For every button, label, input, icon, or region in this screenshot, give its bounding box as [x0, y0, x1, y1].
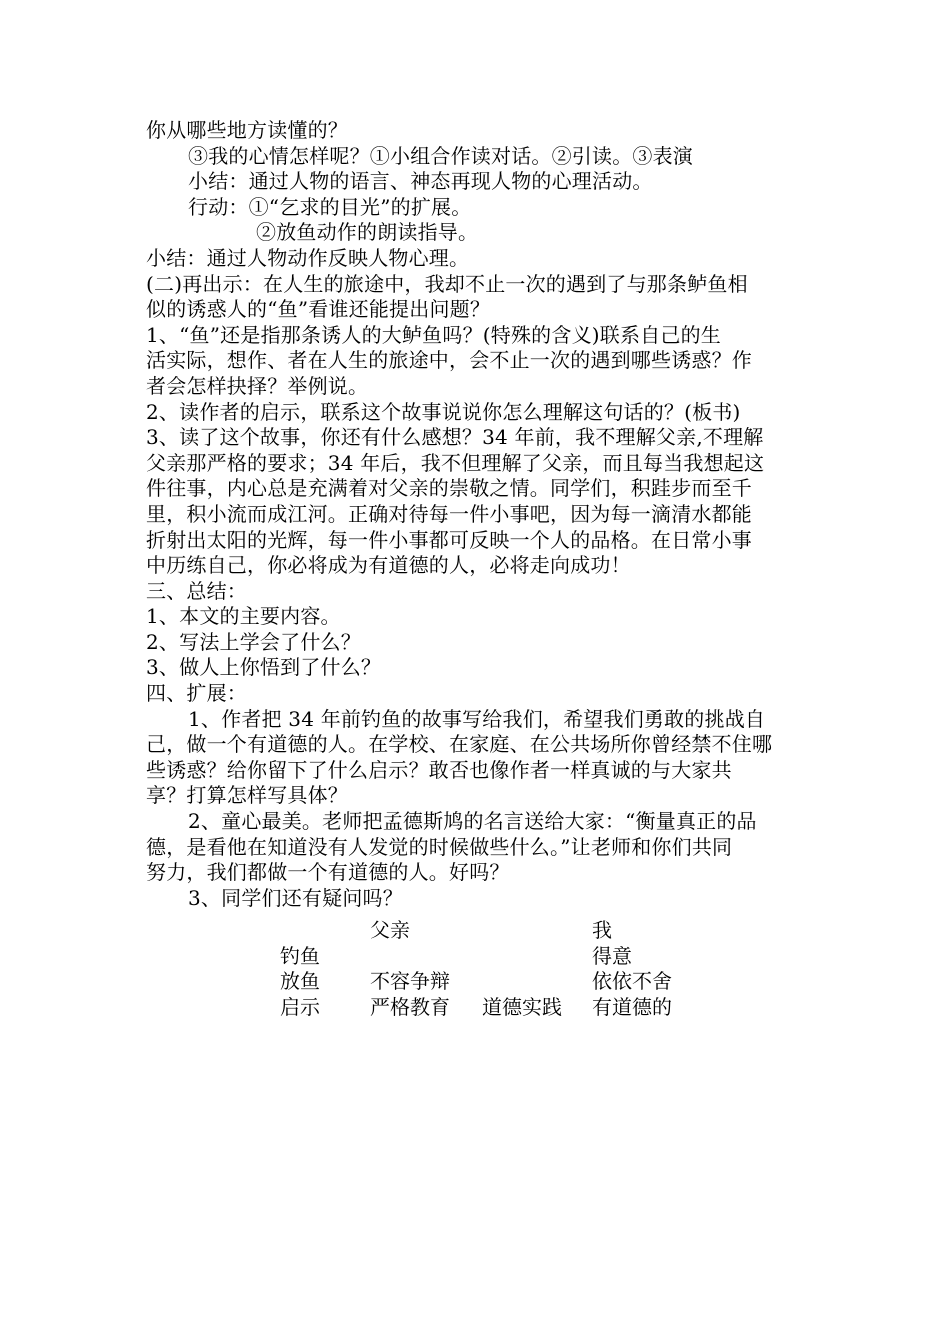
blackboard-summary	[146, 918, 806, 1028]
text-line: 2、写法上学会了什么？	[146, 629, 361, 654]
text-line: 2、童心最美。老师把孟德斯鸠的名言送给大家：“衡量真正的品	[188, 809, 757, 834]
text-line: 己，做一个有道德的人。在学校、在家庭、在公共场所你曾经禁不住哪	[146, 732, 773, 757]
text-line: (二)再出示：在人生的旅途中，我却不止一次的遇到了与那条鲈鱼相	[146, 271, 748, 296]
board-header-father: 父亲	[370, 918, 410, 942]
text-line: 件往事，内心总是充满着对父亲的崇敬之情。同学们，积跬步而至千	[146, 476, 752, 501]
text-line: 活实际，想作、者在人生的旅途中，会不止一次的遇到哪些诱惑？作	[146, 348, 752, 373]
text-line: 3、做人上你悟到了什么？	[146, 655, 382, 680]
text-line: 享？打算怎样写具体？	[146, 783, 348, 808]
text-line: 者会怎样抉择？举例说。	[146, 373, 369, 398]
text-line: 些诱惑？给你留下了什么启示？敢否也像作者一样真诚的与大家共	[146, 757, 732, 782]
text-line: ②放鱼动作的朗读指导。	[256, 220, 479, 245]
board-row-lesson-middle: 道德实践	[482, 994, 562, 1019]
text-line: 1、本文的主要内容。	[146, 604, 341, 629]
board-row-fishing-me: 得意	[592, 943, 632, 968]
board-row-label-release: 放鱼	[280, 969, 320, 994]
text-line: 似的诱惑人的“鱼”看谁还能提出问题？	[146, 297, 491, 322]
text-line: 四、扩展：	[146, 681, 247, 706]
body-text	[146, 118, 806, 911]
board-header-me: 我	[592, 918, 612, 942]
text-line: 父亲那严格的要求；34 年后，我不但理解了父亲，而且每当我想起这	[146, 450, 765, 475]
text-line: 三、总结：	[146, 578, 247, 603]
text-line: 里，积小流而成江河。正确对待每一件小事吧，因为每一滴清水都能	[146, 501, 752, 526]
board-row-lesson-father: 严格教育	[370, 994, 450, 1019]
text-line: 1、“鱼”还是指那条诱人的大鲈鱼吗？(特殊的含义)联系自己的生	[146, 322, 721, 347]
text-line: ③我的心情怎样呢？①小组合作读对话。②引读。③表演	[188, 143, 693, 168]
board-row-label-lesson: 启示	[280, 994, 320, 1019]
text-line: 1、作者把 34 年前钓鱼的故事写给我们，希望我们勇敢的挑战自	[188, 706, 766, 731]
text-line: 3、同学们还有疑问吗？	[188, 885, 403, 910]
text-line: 3、读了这个故事，你还有什么感想？34 年前，我不理解父亲,不理解	[146, 425, 764, 450]
board-row-lesson-me: 有道德的	[592, 994, 672, 1019]
text-line: 努力，我们都做一个有道德的人。好吗？	[146, 860, 510, 885]
text-line: 折射出太阳的光辉，每一件小事都可反映一个人的品格。在日常小事	[146, 527, 752, 552]
text-line: 小结：通过人物的语言、神态再现人物的心理活动。	[188, 169, 653, 194]
text-line: 行动：①“乞求的目光”的扩展。	[188, 194, 472, 219]
text-line: 德，是看他在知道没有人发觉的时候做些什么。”让老师和你们共同	[146, 834, 733, 859]
document-page	[146, 118, 806, 1019]
text-line: 中历练自己，你必将成为有道德的人，必将走向成功！	[146, 553, 631, 578]
text-line: 小结：通过人物动作反映人物心理。	[146, 245, 470, 270]
text-line: 2、读作者的启示，联系这个故事说说你怎么理解这句话的？(板书)	[146, 399, 741, 424]
board-row-release-father: 不容争辩	[370, 969, 450, 994]
board-row-release-me: 依依不舍	[592, 969, 672, 994]
board-row-label-fishing: 钓鱼	[280, 943, 320, 968]
text-line: 你从哪些地方读懂的？	[146, 118, 348, 142]
